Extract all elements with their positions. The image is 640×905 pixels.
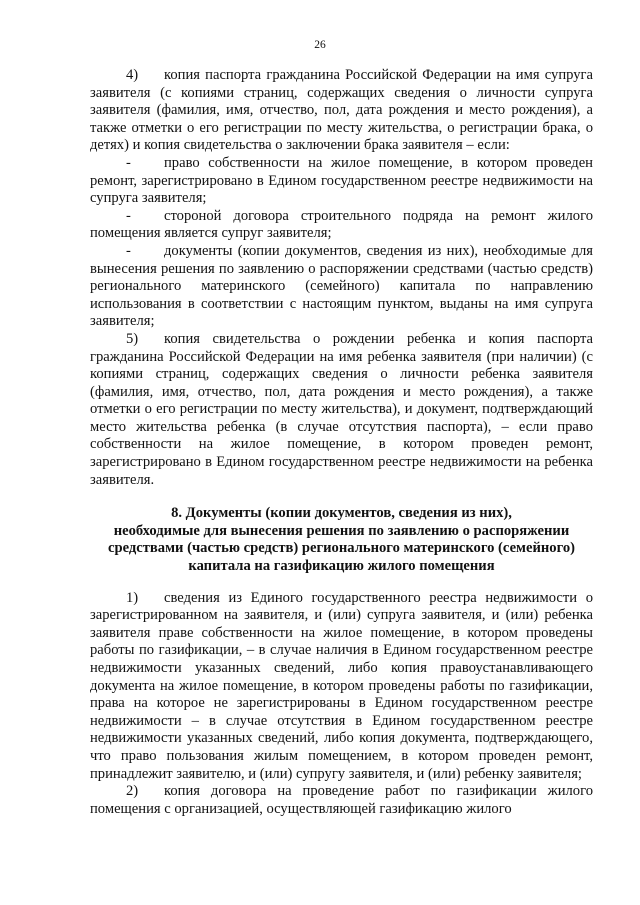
section-item-1	[90, 590, 593, 784]
item-dash: -	[126, 242, 131, 259]
section-item-2	[90, 783, 593, 818]
document-body	[90, 67, 593, 818]
item-text: копия договора на проведение работ по газификации жилого помещения с организацией, осуществляющей газификацию жилого	[90, 783, 593, 817]
list-item-dash-3	[90, 243, 593, 331]
item-text: стороной договора строительного подряда на ремонт жилого помещения является супруг заявителя;	[90, 207, 593, 242]
item-number: 4)	[126, 67, 139, 83]
item-number: 1)	[126, 589, 139, 606]
section-heading	[90, 505, 593, 575]
section-heading-line: капитала на газификацию жилого помещения	[188, 558, 495, 575]
item-dash: -	[126, 154, 131, 171]
section-heading-line: необходимые для вынесения решения по заявлению о распоряжении	[113, 522, 570, 539]
section-heading-line: 8. Документы (копии документов, сведения из них),	[171, 505, 512, 522]
list-item-4	[90, 67, 593, 155]
item-text: право собственности на жилое помещение, в котором проведен ремонт, зарегистрировано в Едином государственном реестре недвижимости на супруга заявителя;	[90, 154, 593, 207]
item-number: 2)	[126, 783, 139, 800]
list-item-dash-2	[90, 208, 593, 243]
list-item-5	[90, 331, 593, 489]
item-text: сведения из Единого государственного реестра недвижимости о зарегистрированном на заявителя, и (или) супруга заявителя, и (или) ребенка заявителя праве собственности на жилое помещение, в котором проведены работы по газификации, – в случае наличия в Едином государственном реестре недвижимости указанных сведений, либо копия правоустанавливающего документа на жилое помещение, в котором проведены работы по газификации, права на которое не зарегистрированы в Едином государственном реестре недвижимости – в случае отсутствия в Едином государственном реестре недвижимости указанных сведений, либо копия документа, подтверждающего, что право пользования жилым помещением, в котором проведен ремонт, принадлежит заявителю, и (или) супругу заявителя, и (или) ребенку заявителя;	[90, 589, 593, 782]
item-text: копия свидетельства о рождении ребенка и копия паспорта гражданина Российской Федерации на имя ребенка заявителя (при наличии) (с копиями страниц, содержащих сведения о личности ребенка заявителя (фамилия, имя, отчество, пол, дата рождения и место рождения), а также отметки о его регистрации по месту жительства), и документ, подтверждающий место жительства ребенка (в случае отсутствия паспорта), – если право собственности на жилое помещение, в котором проведен ремонт, зарегистрировано в Едином государственном реестре недвижимости на ребенка заявителя.	[90, 330, 593, 488]
item-text: копия паспорта гражданина Российской Федерации на имя супруга заявителя (с копиями страниц, содержащих сведения о личности супруга заявителя (фамилия, имя, отчество, пол, дата рождения и место рождения), а также отметки о его регистрации по месту жительства, о регистрации брака, о детях) и копия свидетельства о заключении брака заявителя – если:	[90, 67, 593, 154]
item-number: 5)	[126, 330, 139, 347]
section-heading-line: средствами (частью средств) регионального материнского (семейного)	[108, 540, 575, 557]
list-item-dash-1	[90, 155, 593, 208]
item-text: документы (копии документов, сведения из них), необходимые для вынесения решения по заявлению о распоряжении средствами (частью средств) регионального материнского (семейного) капитала по направлению использования в соответствии с настоящим пунктом, выданы на имя супруга заявителя;	[90, 242, 593, 330]
item-dash: -	[126, 207, 131, 224]
page-number: 26	[314, 39, 326, 51]
